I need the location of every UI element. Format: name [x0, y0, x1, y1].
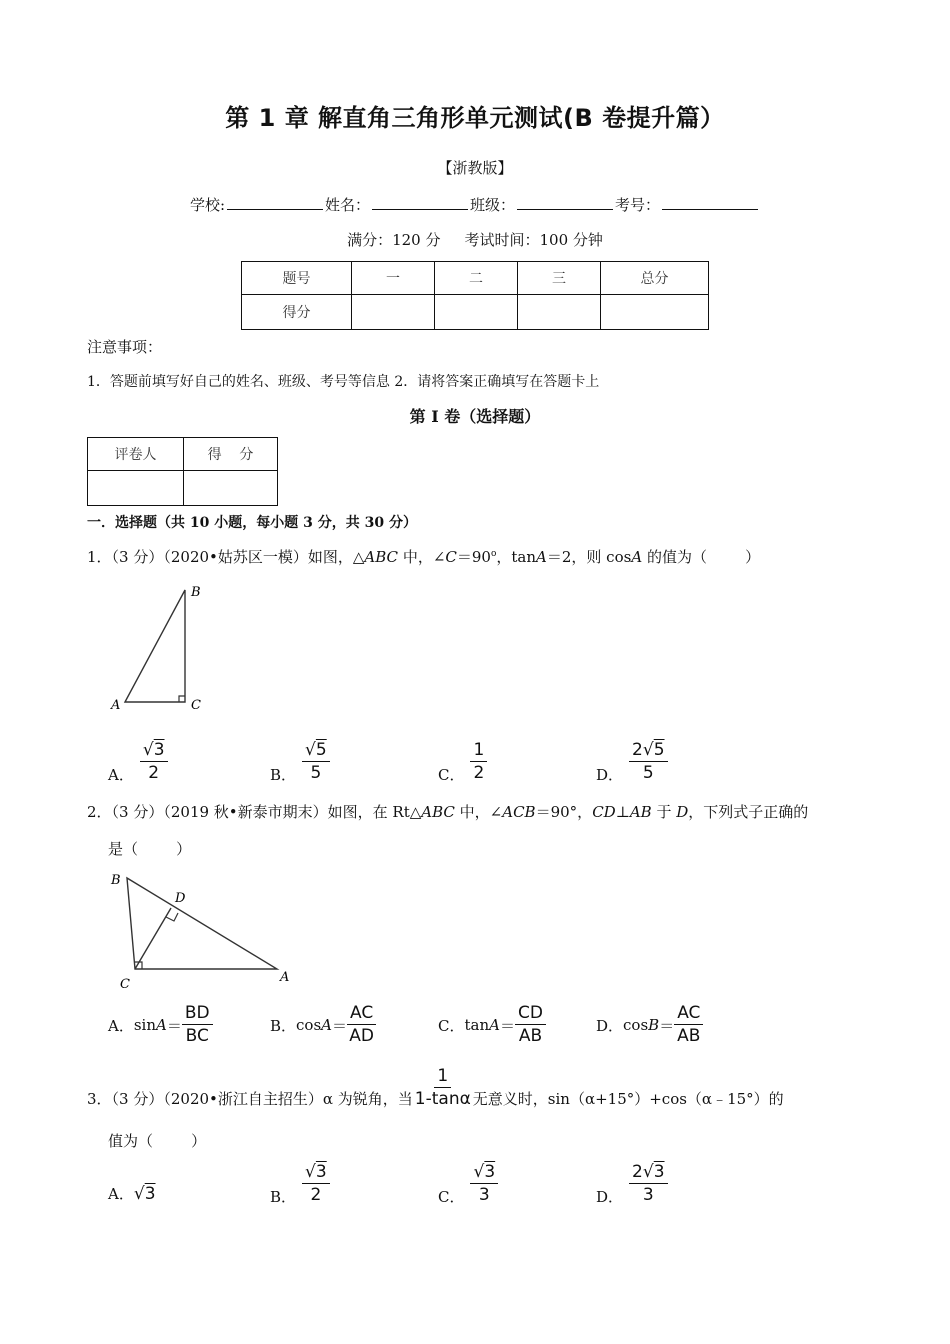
score-table: [241, 261, 709, 330]
option-fraction: $\frac{2√3}{3}$: [629, 1164, 668, 1204]
denominator: AB: [518, 1026, 543, 1046]
denominator: 2: [148, 762, 160, 783]
score-input-cell[interactable]: [601, 295, 709, 330]
triangle-abc: [125, 590, 185, 702]
q2-triangle-figure: [105, 866, 305, 996]
q2-var: CD: [592, 803, 616, 821]
exam-number-blank[interactable]: [662, 195, 758, 210]
q3-option-d[interactable]: [596, 1160, 668, 1207]
q1-triangle-figure: [105, 578, 215, 718]
coefficient: 2: [632, 739, 643, 760]
edition-label: 【浙教版】: [437, 159, 513, 177]
vertex-label-d: D: [175, 891, 186, 906]
q1-var: A: [631, 548, 643, 566]
q1-option-b[interactable]: [270, 738, 330, 785]
option-label: D．: [596, 1188, 624, 1206]
question-2-text: [87, 801, 808, 822]
exam-number-label: 考号：: [615, 196, 661, 214]
option-label: C．: [438, 1188, 465, 1206]
notes-heading: 注意事项：: [87, 338, 163, 356]
q2-text: 中，∠: [454, 803, 503, 821]
option-label: A．: [108, 1185, 134, 1203]
numerator: 1: [434, 1068, 451, 1088]
function-name: tan: [464, 1016, 490, 1034]
denominator: AD: [349, 1026, 374, 1046]
option-label: B．: [270, 1188, 297, 1206]
radicand: 3: [484, 1161, 496, 1182]
numerator: 1: [470, 742, 487, 762]
class-label: 班级：: [470, 196, 516, 214]
q2-text: ，下列式子正确的: [688, 803, 809, 821]
option-fraction: [515, 1005, 546, 1045]
grader-input-cell[interactable]: [184, 471, 278, 506]
vertex-label-b: B: [111, 873, 121, 888]
option-radical: √3: [133, 1183, 156, 1204]
exam-meta: [0, 229, 950, 250]
option-label: B．: [270, 1016, 297, 1035]
q3-prefix: 3．（3 分）（2020•浙江自主招生）α 为锐角，当: [87, 1090, 413, 1108]
option-label: A．: [108, 766, 134, 784]
section-heading: 一．选择题（共 10 小题，每小题 3 分，共 30 分）: [87, 515, 417, 531]
vertex-label-b: B: [191, 585, 201, 600]
grader-table: [87, 437, 278, 506]
option-fraction: [470, 739, 487, 783]
numerator: CD: [515, 1005, 546, 1025]
notes-text: 1．答题前填写好自己的姓名、班级、考号等信息 2．请将答案正确填写在答题卡上: [87, 374, 600, 390]
part1-title: 第 I 卷（选择题）: [409, 407, 541, 426]
score-table-cell: 二: [435, 262, 518, 295]
denominator: 5: [642, 762, 654, 783]
option-label: C．: [438, 1016, 465, 1035]
option-label: C．: [438, 766, 465, 784]
full-marks: 满分：120 分: [347, 231, 441, 249]
page-title: 第 1 章 解直角三角形单元测试(B 卷提升篇）: [225, 104, 725, 132]
option-fraction: [182, 1005, 213, 1045]
info-line: [0, 194, 950, 215]
denominator: 2: [310, 1184, 322, 1205]
score-input-cell[interactable]: [518, 295, 601, 330]
name-blank[interactable]: [372, 195, 468, 210]
altitude-cd: [135, 908, 171, 969]
q2-option-a[interactable]: [108, 1005, 213, 1045]
option-fraction: $\frac{2√5}{5}$: [629, 742, 668, 782]
vertex-label-a: A: [280, 970, 290, 985]
denominator: 1-tanα: [414, 1088, 471, 1109]
q1-var: ABC: [364, 548, 399, 566]
variable: A: [156, 1016, 167, 1034]
denominator: BC: [185, 1026, 209, 1046]
q2-option-d[interactable]: [596, 1005, 703, 1045]
option-fraction: $\frac{√3}{2}$: [302, 1164, 330, 1204]
option-label: D．: [596, 1016, 624, 1035]
option-fraction: [347, 1005, 376, 1045]
radicand: 5: [653, 739, 665, 760]
q1-var: C: [445, 548, 457, 566]
q1-text: 中，∠: [398, 548, 446, 566]
triangle-abc: [127, 878, 277, 969]
q2-var: AB: [629, 803, 652, 821]
equals: ＝: [332, 1016, 348, 1035]
function-name: cos: [296, 1016, 322, 1034]
q3-option-a[interactable]: [108, 1183, 156, 1204]
radicand: 3: [153, 739, 165, 760]
denominator: 2: [473, 762, 485, 783]
question-1-text: [87, 546, 760, 567]
grader-table-cell: 评卷人: [88, 438, 184, 471]
denominator: 5: [310, 762, 322, 783]
score-input-cell[interactable]: [352, 295, 435, 330]
q1-var: A: [536, 548, 547, 566]
q2-var: D: [676, 803, 689, 821]
denominator: AB: [677, 1026, 701, 1046]
score-table-cell: 三: [518, 262, 601, 295]
numerator: AC: [674, 1005, 703, 1025]
numerator: AC: [347, 1005, 376, 1025]
q3-suffix: 无意义时，sin（α+15°）+cos（α﹣15°）的: [472, 1090, 784, 1108]
option-label: D．: [596, 766, 624, 784]
q2-option-c[interactable]: [438, 1005, 546, 1045]
option-label: A．: [108, 1016, 134, 1035]
q2-text: ＝90°，: [535, 803, 593, 821]
score-table-cell: 得分: [242, 295, 352, 330]
variable: A: [321, 1016, 333, 1034]
option-fraction: [674, 1005, 703, 1045]
option-label: B．: [270, 766, 297, 784]
score-table-cell: 总分: [601, 262, 709, 295]
vertex-label-a: A: [111, 698, 121, 713]
q2-prefix: 2．（3 分）（2019 秋•新泰市期末）如图，在 Rt△: [87, 803, 422, 821]
radicand: 3: [653, 1161, 665, 1182]
function-name: sin: [133, 1016, 156, 1034]
q2-option-b[interactable]: [270, 1005, 376, 1045]
question-3-text: [87, 1066, 784, 1109]
equals: ＝: [499, 1016, 515, 1035]
denominator: 3: [642, 1184, 654, 1205]
class-blank[interactable]: [517, 195, 613, 210]
equals: ＝: [659, 1016, 675, 1035]
score-input-cell[interactable]: [435, 295, 518, 330]
name-label: 姓名：: [325, 196, 371, 214]
q2-perp: ⊥: [615, 803, 630, 821]
q3-option-b[interactable]: [270, 1160, 330, 1207]
option-fraction: $\frac{√5}{5}$: [302, 742, 330, 782]
score-table-cell: 一: [352, 262, 435, 295]
score-table-cell: 题号: [242, 262, 352, 295]
q1-degree: o: [490, 549, 497, 559]
radicand: 5: [315, 739, 327, 760]
q1-text: ，tan: [496, 548, 537, 566]
q1-suffix: 的值为（ ）: [642, 548, 761, 566]
denominator: 3: [478, 1184, 490, 1205]
exam-time: 考试时间：100 分钟: [464, 231, 603, 249]
q1-option-c[interactable]: [438, 738, 487, 785]
grader-input-cell[interactable]: [88, 471, 184, 506]
variable: B: [648, 1016, 660, 1034]
function-name: cos: [623, 1016, 649, 1034]
radicand: 3: [315, 1161, 327, 1182]
q1-option-d[interactable]: [596, 738, 668, 785]
option-fraction: $\frac{√3}{3}$: [470, 1164, 498, 1204]
q2-var: ACB: [502, 803, 536, 821]
q2-text: 于: [651, 803, 677, 821]
q1-prefix: 1．（3 分）（2020•姑苏区一模）如图，△: [87, 548, 365, 566]
option-fraction: $\frac{√3}{2}$: [140, 742, 168, 782]
vertex-label-c: C: [120, 977, 130, 992]
q1-option-a[interactable]: [108, 738, 168, 785]
q3-fraction: [414, 1065, 471, 1109]
vertex-label-c: C: [191, 698, 201, 713]
equals: ＝: [166, 1016, 182, 1035]
grader-table-cell: 得 分: [184, 438, 278, 471]
variable: A: [489, 1016, 500, 1034]
coefficient: 2: [632, 1161, 643, 1182]
school-blank[interactable]: [227, 195, 323, 210]
q3-option-c[interactable]: [438, 1160, 498, 1207]
right-angle-mark: [179, 696, 185, 702]
question-3-line2: 值为（ ）: [108, 1132, 207, 1150]
q1-text: ＝90: [456, 548, 491, 566]
radicand: 3: [144, 1183, 156, 1204]
question-2-line2: 是（ ）: [108, 840, 192, 858]
numerator: BD: [182, 1005, 213, 1025]
school-label: 学校:: [189, 196, 225, 214]
q1-text: ＝2，则 cos: [546, 548, 632, 566]
q2-var: ABC: [421, 803, 455, 821]
